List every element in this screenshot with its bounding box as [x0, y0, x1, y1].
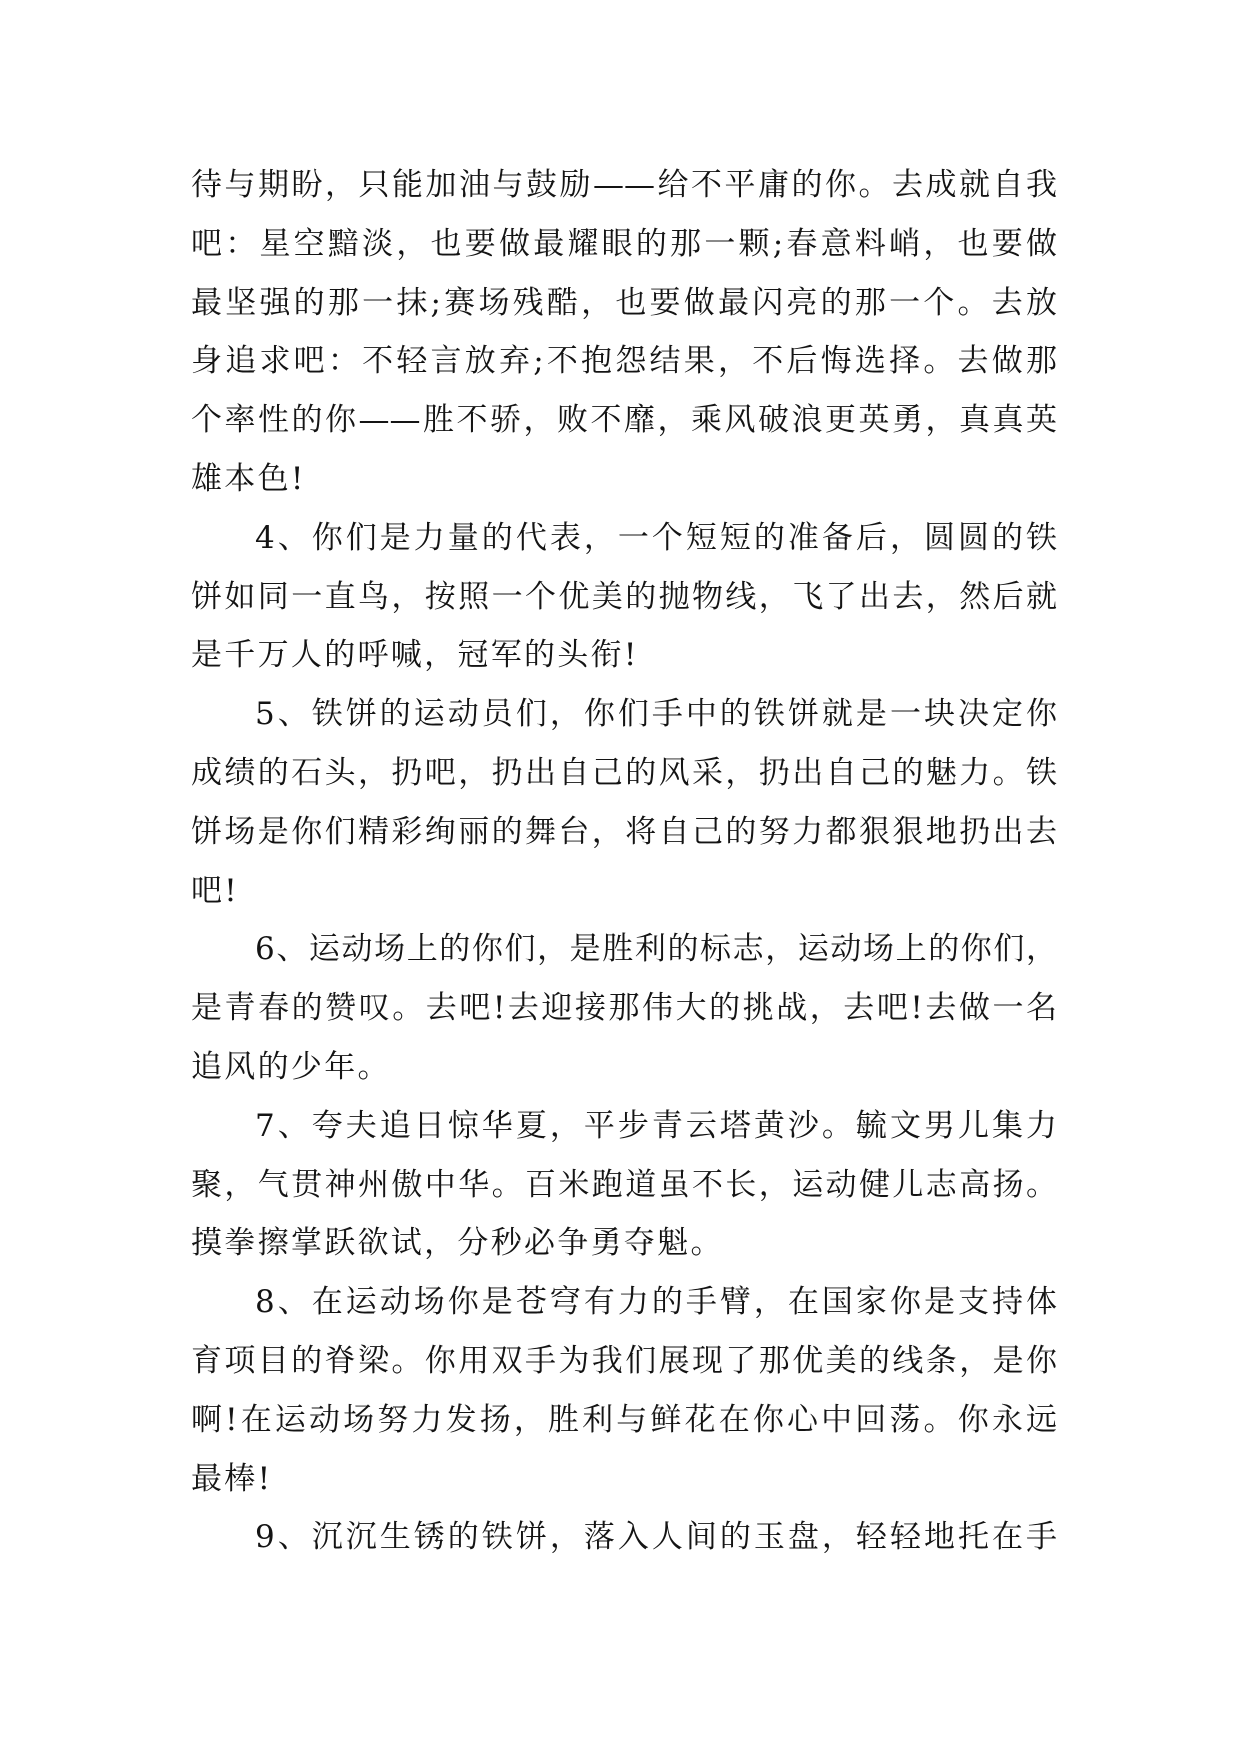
text-line: 啊!在运动场努力发扬，胜利与鲜花在你心中回荡。你永远: [191, 1401, 1057, 1438]
text-line: 8、在运动场你是苍穹有力的手臂，在国家你是支持体: [255, 1284, 1057, 1321]
text-line: 7、夸夫追日惊华夏，平步青云塔黄沙。毓文男儿集力: [255, 1107, 1057, 1144]
text-line: 是青春的赞叹。去吧!去迎接那伟大的挑战，去吧!去做一名: [191, 990, 1057, 1027]
document-body: [191, 156, 1057, 1567]
text-line: 身追求吧：不轻言放弃;不抱怨结果，不后悔选择。去做那: [191, 343, 1057, 380]
text-line: 待与期盼，只能加油与鼓励——给不平庸的你。去成就自我: [191, 167, 1057, 203]
text-line: 最棒!: [191, 1460, 273, 1497]
paragraph: [191, 685, 1057, 920]
text-line: 摸拳擦掌跃欲试，分秒必争勇夺魁。: [191, 1225, 724, 1262]
paragraph: [191, 1508, 1057, 1567]
text-line: 育项目的脊梁。你用双手为我们展现了那优美的线条，是你: [191, 1342, 1057, 1379]
paragraph: [191, 920, 1057, 1096]
text-line: 9、沉沉生锈的铁饼，落入人间的玉盘，轻轻地托在手: [255, 1519, 1057, 1556]
text-line: 5、铁饼的运动员们，你们手中的铁饼就是一块决定你: [255, 696, 1057, 733]
text-line: 最坚强的那一抹;赛场残酷，也要做最闪亮的那一个。去放: [191, 284, 1057, 321]
text-line: 个率性的你——胜不骄，败不靡，乘风破浪更英勇，真真英: [191, 402, 1057, 439]
text-line: 饼场是你们精彩绚丽的舞台，将自己的努力都狠狠地扔出去: [191, 813, 1057, 850]
text-line: 吧!: [191, 872, 240, 909]
paragraph: [191, 1273, 1057, 1508]
text-line: 饼如同一直鸟，按照一个优美的抛物线，飞了出去，然后就: [191, 578, 1057, 615]
paragraph: [191, 1097, 1057, 1273]
paragraph: [191, 156, 1057, 509]
text-line: 成绩的石头，扔吧，扔出自己的风采，扔出自己的魅力。铁: [191, 754, 1057, 791]
text-line: 6、运动场上的你们，是胜利的标志，运动场上的你们，: [255, 931, 1057, 968]
text-line: 追风的少年。: [191, 1048, 391, 1085]
text-line: 吧：星空黯淡，也要做最耀眼的那一颗;春意料峭，也要做: [191, 225, 1057, 262]
text-line: 是千万人的呼喊，冠军的头衔!: [191, 637, 639, 674]
paragraph: [191, 509, 1057, 685]
text-line: 雄本色!: [191, 460, 306, 497]
text-line: 4、你们是力量的代表，一个短短的准备后，圆圆的铁: [255, 519, 1057, 556]
text-line: 聚，气贯神州傲中华。百米跑道虽不长，运动健儿志高扬。: [191, 1166, 1057, 1203]
